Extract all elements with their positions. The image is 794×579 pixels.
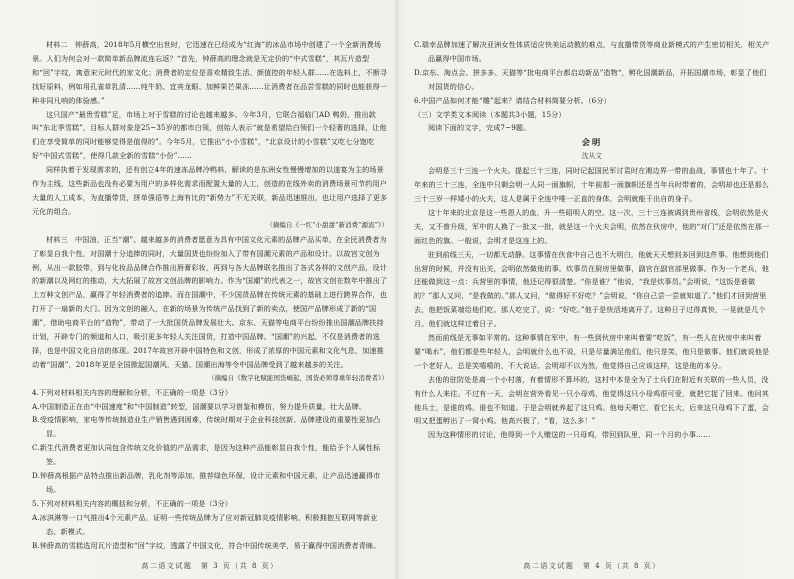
story-paragraph-5: 去他的驻防处是离一个小村落，有着情形不算坏的，这村中本是全为了士兵们在附近有关联的一些人员，没有什么人来往。不过有一天，会明在营外看见一只小母鸡，他觉得这只小母鸡很可爱，就把它捉了回来。他问其他兵士，是谁的鸡。谁也不知道。于是会明就养起了这只鸡。他每天喂它，看它长大，后来这只母鸡下了蛋，会明又把蛋孵出了一窝小鸡。他高兴极了，“看，这么多！” xyxy=(414,374,769,426)
material-2-source: （摘编自《一红“小甜甜”新消费“源流”》） xyxy=(266,220,388,229)
right-page-footer: 高二语文试题 第 4 页（共 8 页） xyxy=(523,562,661,570)
story-paragraph-1: 会明是三十三连一个火夫。提起三十三连，同时记起国民军讨袁时在湘边界一带的血战，事情也十年了。十年来的三十三连，全连中只剩会明一人同一面旗帜，十年前那一面旗帜还是当年兵时带着的，会明却也还是那么三十三岁一样矮小的火夫，这人是属于全连中唯一正直的身体，会明就能干出自的身子。 xyxy=(414,166,769,203)
question-5-option-a: A.冰淇淋等一口气推出4个元素产品，证明一些传统品牌为了应对新冠肺炎疫情影响，积极拥抱互联网等新业态、新模式。 xyxy=(32,512,378,536)
question-5-option-d: D.京东、淘点会、拼多多、天猫等“批电商平台都启动新品”造物“，孵化国潮新品，开拓国潮市场，彰显了他们对国货的信心。 xyxy=(414,67,767,91)
story-author: 沈从文 xyxy=(581,152,603,161)
material-2-paragraph-3: 同样执着于发现需求的，还有创立4年的速冻品牌冷鸭料，解读的是东洲女性慢慢增加的以遂宴为主的场景作为主线，这些新品也没有必要为用户的多样化需求而配置大量的人工，创造的在线外卖的消费场景可节约用户大量的人工成本，为直播带货，拼单强语等上海有比的“新势力”不无关联，新品迅速推出，也让用户选择了更多元化的组合。 xyxy=(32,165,388,216)
material-3-paragraph: 材料三 中国油，正当“潮”。越来越多的消费者愿意为具有中国文化元素的品牌产品买单，在全民消费者为了彰显自我个性，对国潮十分追捧的同时，大量国货也纷纷加入了带有国潮元素的产品和设计。以故宫文创为例，从出一款胶带，到与化妆品品牌合作推出唇膏彩妆，再到与各大品牌联名推出了各式各样的文创产品，设计的新潮以及网红的推动，大大拓展了故宫文创品牌的影响力。作为“国潮”的代表之一，故宫文创在数年中推出了上万种文创产品，赢得了年轻消费者的追捧。而在国潮中，不少国货品牌在传统元素的基础上进行跨界合作，也打开了一扇新的大门。因为文创的融入，在新的场景为传统产品找到了新的卖点，使国产品牌形成了新的“国潮”，借助电商平台的“造物”，带动了一大批国货品牌发展壮大。京东、天猫等电商平台纷纷推出国潮品牌扶持计划，开辟专门的频道和入口，吸引更多年轻人关注国货，打造中国品牌。“国潮”的兴起，不仅是消费者的选择，也是中国文化自信的体现。2017年故宫开辟中国特色和文创，形成了浓厚的中国元素和文化气息，加速推动着“国潮”，2018年更是全国掀起国潮风，天猫、国潮出海等令中国品牌受到了越来越多的关注。 xyxy=(32,234,388,369)
question-6-stem: 6.中国产品如何才能“雕”起来？请结合材料简要分析。（6分） xyxy=(414,95,611,105)
question-5-stem: 5.下列对材料相关内容的概括和分析，不正确的一项是（3分） xyxy=(32,498,233,508)
left-page-footer: 高二语文试题 第 3 页（共 8 页） xyxy=(141,562,279,570)
question-5-option-c: C.瑞幸品牌加速了解决亚洲女性体质适应快美运动教的难点，与直播带货等商业新模式的产生密切相关，相关产品赢得中国市场。 xyxy=(414,40,770,63)
page-gutter xyxy=(396,0,398,579)
question-4-option-d: D.钟薛高根据产品特点推出新品牌，乳化剂等添加，推荐绿色环保，设计元素和中国元素，让产品迅速赢得市场。 xyxy=(32,471,381,494)
material-2-paragraph: 材料二 钟薛高，2018年5月横空出世时，它迅速在已经成为“红海”的冰品市场中创建了一个全新消费场景。人们为何会对一款简单新品牌流连忘返？“首先，钟薛高的理念就是无定价的“中式雪糕”，其瓦片造型和“回”字纹，寓意宋元时代的家文化；消费者的定位是喜欢精致生活、颜值控的年轻人群……在选料上，不断寻找好原料，例如用孔雀草乳清……纯牛奶、宜宾龙眼、加鲜果芒果冻……让消费者在品尝雪糕的同时也能获得一种非同凡响的体验感。” xyxy=(32,40,388,105)
right-page-column xyxy=(414,38,770,558)
story-paragraph-4: 然而前线是无事如平常的。这种事情在军中，有一些到伙房中来叫着要“吃饭”，有一些人在伙房中来叫着要“喝水”，他们都是些年轻人，会明就什么也不说，只是尽量满足他们。他只是笑，他只是做事。他们就说他是一个老好人，总是笑嘻嘻的，不大说话。会明却不以为然，他觉得自己应该这样，这是他的本分。 xyxy=(414,333,770,370)
left-page-column xyxy=(32,38,388,558)
story-paragraph-2: 这十年来的北京是这一些恩人的血，升一些昭明人的空。这一次，三十三连被调到贵州省线，会明依然是火夫，又不曾升级，军中的人换了一批又一批，就是这一个火夫会明，依然在伙房中，他的“对门”还是依然在那一面红色的旗。一般说，会明才是这连上的。 xyxy=(414,207,770,245)
story-paragraph-6: 因为这种情形的讨论，他得到一个人赠送的一只母鸡，带回到队里，同一个月的小事…… xyxy=(428,430,711,440)
material-2-paragraph-2: 这只国产“最贵雪糕”足，市场上对于雪糕的讨论也越来越多。今年3月，它联合福临门AD 鸭奶，推出款叫“东北季雪糕”，目标人群对象是25~35岁的都市白领，创始人表示“就是希望给白领们一个轻奢的选择，让他们在享受简单的同时能够觉得是值得的”。今年5月，它推出“小小雪糕”，“北京设计的小雪糕”又吃七分饱吃好“中国式雪糕”，使得几款全新的雪糕“小份”…… xyxy=(32,109,387,161)
question-4-option-a: A.中国制造正在由“中国速度”和“中国制造”转型，国潮要以学习借鉴和模仿，努力提升质量，壮大品牌。 xyxy=(32,401,367,411)
question-4-option-c: C.新生代消费者更加认同包含传统文化价值的产品需求，是因为这种产品能彰显自我个性，能给予个人属性标签。 xyxy=(32,443,381,467)
material-3-source: （摘编自《数字化赋能国货崛起，国货必须尊重年轻消费者》） xyxy=(208,373,388,382)
story-paragraph-3: 驻到前线三天，一切都无动静。这事情在伙食中自己也不大明白，他就天天想到多回到这件事。他想到他们出营的时候，并没有出关，会明依然做他的事。炊事员在厨房里做事，副官在副官部里做事。作为一个老兵，他还能做到这一点：兵营里的事情，他还记得很清楚。“你是谁？”他说，“我是炊事员。”会明说，“这饭是谁做的？”那人又问，“是我做的。”那人又问，“做得好不好吃？”会明说，“你自己尝一尝就知道了。”他们才回到营里去，他把饭菜端给他们吃。那人吃完了，说：“好吃。”他于是快活地离开了。这种日子过得真快，一晃就是几个月。他们就这样过着日子。 xyxy=(414,249,769,329)
section-3-instruction: 阅读下面的文字，完成7~9题。 xyxy=(428,123,531,133)
question-4-stem: 4.下列对材料相关内容的理解和分析，不正确的一项是（3分） xyxy=(32,387,233,397)
section-3-heading: （三）文学类文本阅读（本题共3小题，15分） xyxy=(414,109,566,119)
story-title: 会明 xyxy=(581,137,603,148)
question-5-option-b: B.钟薛高的雪糕选用瓦片造型和“回”字纹，透露了中国文化，符合中国传统美学，易于赢得中国消费者青睐。 xyxy=(32,540,381,550)
question-4-option-b: B.受疫情影响，家电等传统制造业生产销售遇到困难，传统时期对于企业科技创新、品牌建设的重要性更加凸显。 xyxy=(32,415,381,439)
